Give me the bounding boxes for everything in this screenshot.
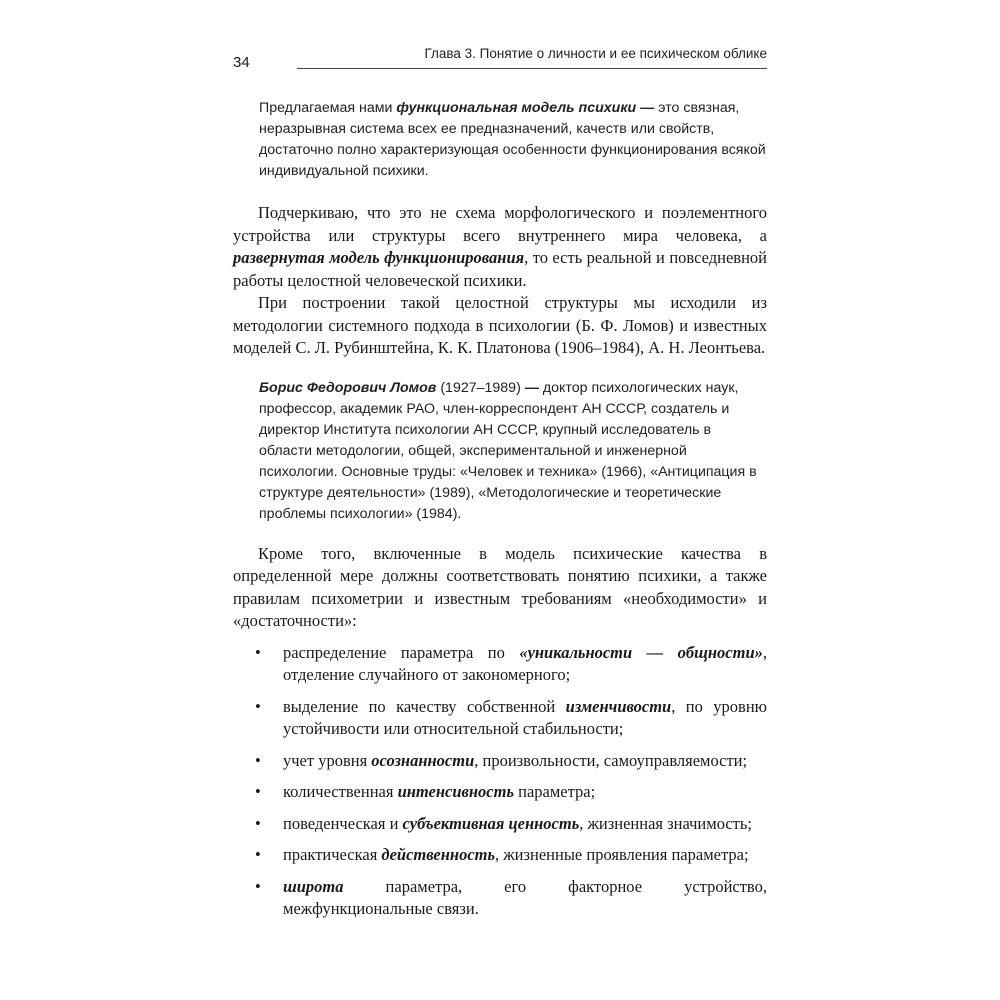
biography-name: Борис Федорович Ломов [259,379,437,396]
biography-box [233,378,767,525]
paragraph-1-post: , то есть реальной и повседневной работы целостной человеческой психики. [233,248,767,290]
list-item [233,813,767,836]
header-rule [297,68,767,69]
list-item-pre: распределение параметра по [283,642,520,662]
definition-pre: Предлагаемая нами [259,100,397,116]
list-item-post: , отделение случайного от закономерного; [283,642,767,684]
bullet-icon: • [255,696,261,716]
list-item-term: широта [283,876,344,896]
list-item-pre: выделение по качеству собственной [283,696,566,716]
list-item [233,696,767,741]
definition-box [233,98,767,182]
page-number: 34 [233,54,250,71]
bullet-icon: • [255,750,261,770]
list-item-term: действенность [381,845,496,864]
paragraph-3: Кроме того, включенные в модель психические качества в определенной мере должны соответствовать понятию психики, а также правилам психометрии и известным требованиям «необходимости» и «достаточности»: [233,543,767,630]
bullet-icon: • [255,845,261,864]
paragraph-1-pre: Подчеркиваю, что это не схема морфологического и поэлементного устройства или структуры всего внутреннего мира человека, а [233,203,767,245]
list-item-post: , жизненные проявления параметра; [495,845,749,864]
paragraph-1-term: развернутая модель функционирования [233,248,525,267]
list-item [233,750,767,773]
list-item [233,876,767,921]
list-item-post: параметра, его факторное устройство, межфункциональные связи. [283,876,767,918]
list-item-term: осознанности [371,750,475,770]
criteria-list [233,642,767,921]
list-item-pre: учет уровня [283,750,372,770]
list-item-term: «уникальности — общности» [519,642,763,662]
biography-dates: (1927–1989) [436,379,525,396]
bullet-icon: • [255,876,261,896]
list-item-post: параметра; [513,782,596,801]
list-item-pre: количественная [283,782,398,801]
list-item [233,781,767,804]
bullet-icon: • [255,642,261,662]
biography-dash: — [524,379,539,396]
paragraph-2: При построении такой целостной структуры мы исходили из методологии системного подхода в психологии (Б. Ф. Ломов) и известных моделей С. Л. Рубинштейна, К. К. Платонова (1906–1984), А. Н. Леонтьева. [233,293,767,357]
paragraph-1 [233,202,767,292]
list-item [233,844,767,867]
page-content [233,98,767,930]
list-item-post: , по уровню устойчивости или относительной стабильности; [283,696,768,738]
list-item-pre: практическая [283,845,382,864]
list-item-term: изменчивости [565,696,672,716]
definition-post: это связная, неразрывная система всех ее предназначений, качеств или свойств, достаточно полно характеризующая особенности функционирования всякой индивидуальной психики. [259,100,766,179]
list-item-term: интенсивность [397,782,514,801]
running-head: Глава 3. Понятие о личности и ее психическом облике [424,46,767,61]
biography-text: доктор психологических наук, профессор, академик РАО, член-корреспондент АН СССР, создатель и директор Института психологии АН СССР, крупный исследователь в области методологии, общей, экспериментальной и инженерной психологии. Основные труды: «Человек и техника» (1966), «Антиципация в структуре деятельности» (1989), «Методологические и теоретические проблемы психологии» (1984). [259,379,757,522]
list-item-pre: поведенческая и [283,813,403,833]
list-item-post: , произвольности, самоуправляемости; [474,750,748,770]
bullet-icon: • [255,813,261,833]
list-item-term: субъективная ценность [402,813,580,833]
list-item-post: , жизненная значимость; [579,813,752,833]
list-item [233,642,767,687]
bullet-icon: • [255,782,261,801]
definition-term: функциональная модель психики — [396,100,655,116]
